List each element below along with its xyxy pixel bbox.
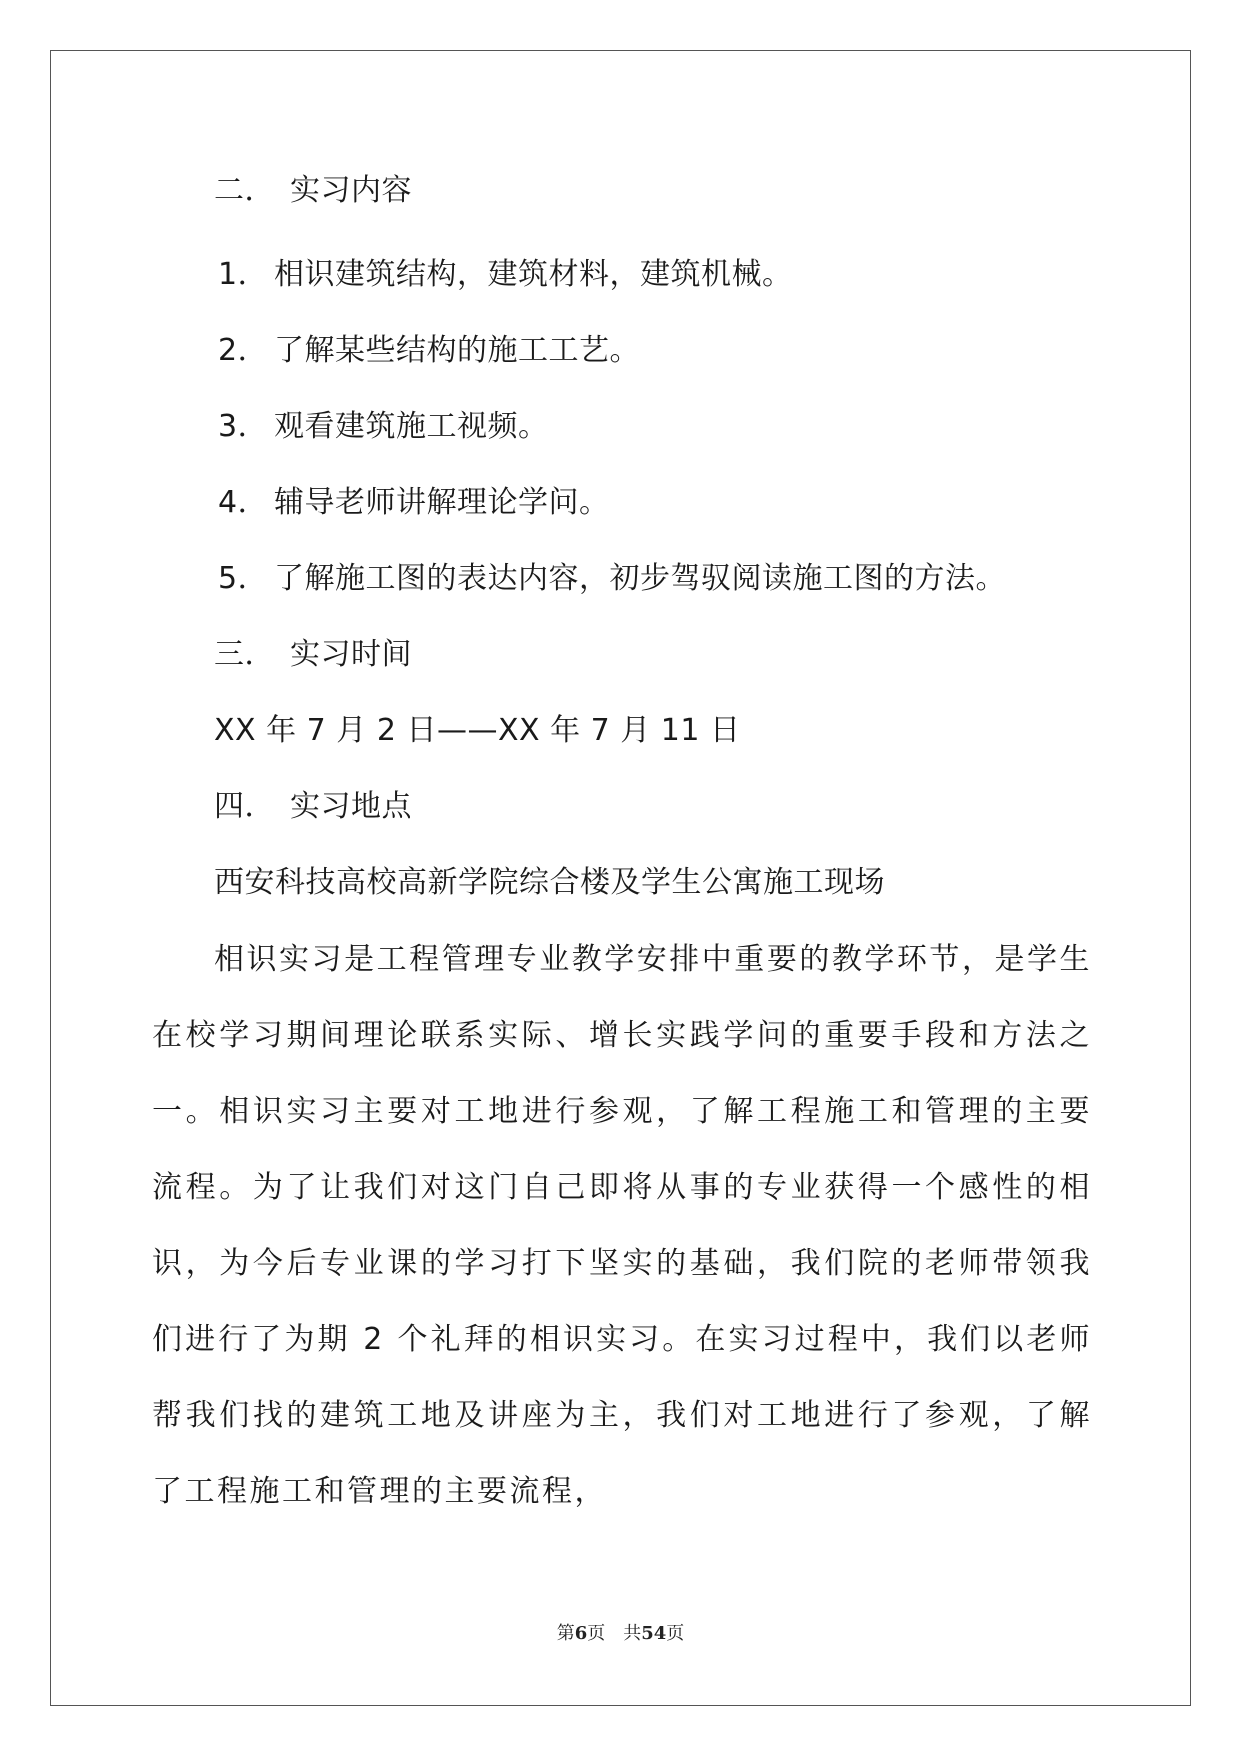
footer-suffix: 页 <box>666 1623 685 1644</box>
list-item <box>218 331 640 371</box>
list-item <box>218 255 793 295</box>
section-2-heading <box>214 171 412 211</box>
internship-dates: XX 年 7 月 2 日——XX 年 7 月 11 日 <box>214 713 741 748</box>
list-item <box>218 407 549 447</box>
list-item-number: 4． <box>218 485 269 520</box>
section-4-number: 四． <box>214 789 275 824</box>
section-3-heading <box>214 635 412 675</box>
section-4-title: 实习地点 <box>290 789 412 824</box>
page-footer <box>0 1622 1241 1646</box>
section-4-heading <box>214 787 412 827</box>
list-item <box>218 559 1006 599</box>
current-page-number: 6 <box>574 1623 588 1644</box>
list-item-text: 观看建筑施工视频。 <box>274 409 549 444</box>
list-item <box>218 483 610 523</box>
section-3-title: 实习时间 <box>290 637 412 672</box>
list-item-text: 了解某些结构的施工工艺。 <box>274 333 640 368</box>
list-item-number: 2． <box>218 333 269 368</box>
footer-prefix: 第 <box>556 1623 575 1644</box>
list-item-text: 了解施工图的表达内容，初步驾驭阅读施工图的方法。 <box>274 561 1006 596</box>
list-item-number: 1． <box>218 257 269 292</box>
list-item-number: 5． <box>218 561 269 596</box>
section-3-number: 三． <box>214 637 275 672</box>
footer-middle: 页 共 <box>587 1623 642 1644</box>
section-2-title: 实习内容 <box>290 173 412 208</box>
total-page-count: 54 <box>641 1623 667 1644</box>
internship-location: 西安科技高校高新学院综合楼及学生公寓施工现场 <box>214 865 885 900</box>
section-2-number: 二． <box>214 173 275 208</box>
body-paragraph: 相识实习是工程管理专业教学安排中重要的教学环节，是学生在校学习期间理论联系实际、增长实践学问的重要手段和方法之一。相识实习主要对工地进行参观，了解工程施工和管理的主要流程。为了让我们对这门自己即将从事的专业获得一个感性的相识，为今后专业课的学习打下坚实的基础，我们院的老师带领我们进行了为期 2 个礼拜的相识实习。在实习过程中，我们以老师帮我们找的建筑工地及讲座为主，我们对工地进行了参观，了解了工程施工和管理的主要流程， <box>152 942 1092 1509</box>
list-item-number: 3． <box>218 409 269 444</box>
list-item-text: 相识建筑结构，建筑材料，建筑机械。 <box>274 257 793 292</box>
list-item-text: 辅导老师讲解理论学问。 <box>274 485 610 520</box>
